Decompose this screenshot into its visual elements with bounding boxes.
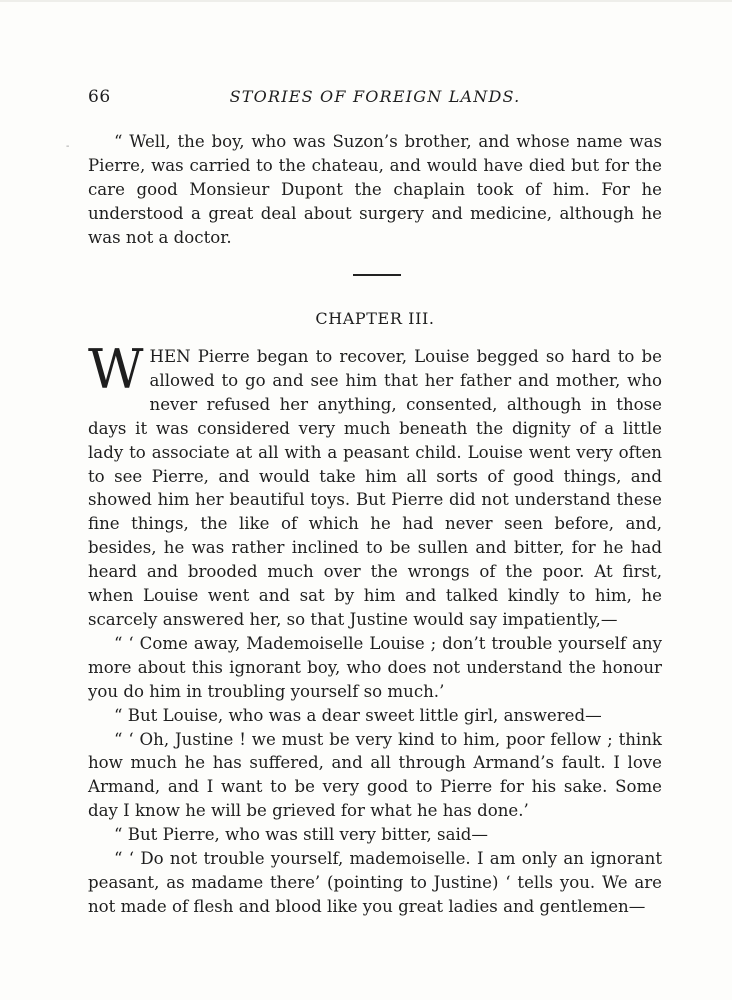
- first-paragraph: [88, 338, 662, 632]
- section-divider: [353, 274, 401, 276]
- chapter-heading: CHAPTER III.: [315, 309, 435, 328]
- paragraph: “ ‘ Come away, Mademoiselle Louise ; don’t trouble yourself any more about this ignorant boy, who does not understand the honour you do him in troubling yourself so much.’: [88, 633, 662, 701]
- scan-edge: [0, 0, 732, 2]
- paragraph: “ But Pierre, who was still very bitter, said—: [114, 825, 488, 845]
- margin-mark: -: [66, 141, 70, 152]
- opening-paragraph: “ Well, the boy, who was Suzon’s brother, and whose name was Pierre, was carried to the chateau, and would have died but for the care good Monsieur Dupont the chaplain took of him. For he understood a great deal about surgery and medicine, although he was not a doctor.: [88, 132, 662, 247]
- page-number: 66: [88, 87, 111, 107]
- page-header: [88, 87, 662, 113]
- running-title: STORIES OF FOREIGN LANDS.: [229, 87, 521, 106]
- paragraph: “ ‘ Oh, Justine ! we must be very kind to him, poor fellow ; think how much he has suffered, and all through Armand’s fault. I love Armand, and I want to be very good to Pierre for his sake. Some day I know he will be grieved for what he has done.’: [88, 729, 662, 821]
- paragraph: “ ‘ Do not trouble yourself, mademoiselle. I am only an ignorant peasant, as madame there’ (pointing to Justine) ‘ tells you. We are not made of flesh and blood like you great ladies and gentlemen—: [88, 849, 662, 916]
- first-paragraph-text: HEN Pierre began to recover, Louise begged so hard to be allowed to go and see him that her father and mother, who never refused her anything, consented, although in those days it was considered very much beneath the dignity of a little lady to associate at all with a peasant child. Louise went very often to see Pierre, and would take him all sorts of good things, and showed him her beautiful toys. But Pierre did not understand these fine things, the like of which he had never seen before, and, besides, he was rather inclined to be sullen and bitter, for he had heard and brooded much over the wrongs of the poor. At first, when Louise went and sat by him and talked kindly to him, he scarcely answered her, so that Justine would say impatiently,—: [88, 347, 662, 629]
- drop-cap: W: [88, 338, 144, 401]
- paragraph: “ But Louise, who was a dear sweet little girl, answered—: [114, 705, 602, 725]
- opening-text: [88, 130, 662, 250]
- chapter-body: [88, 338, 662, 919]
